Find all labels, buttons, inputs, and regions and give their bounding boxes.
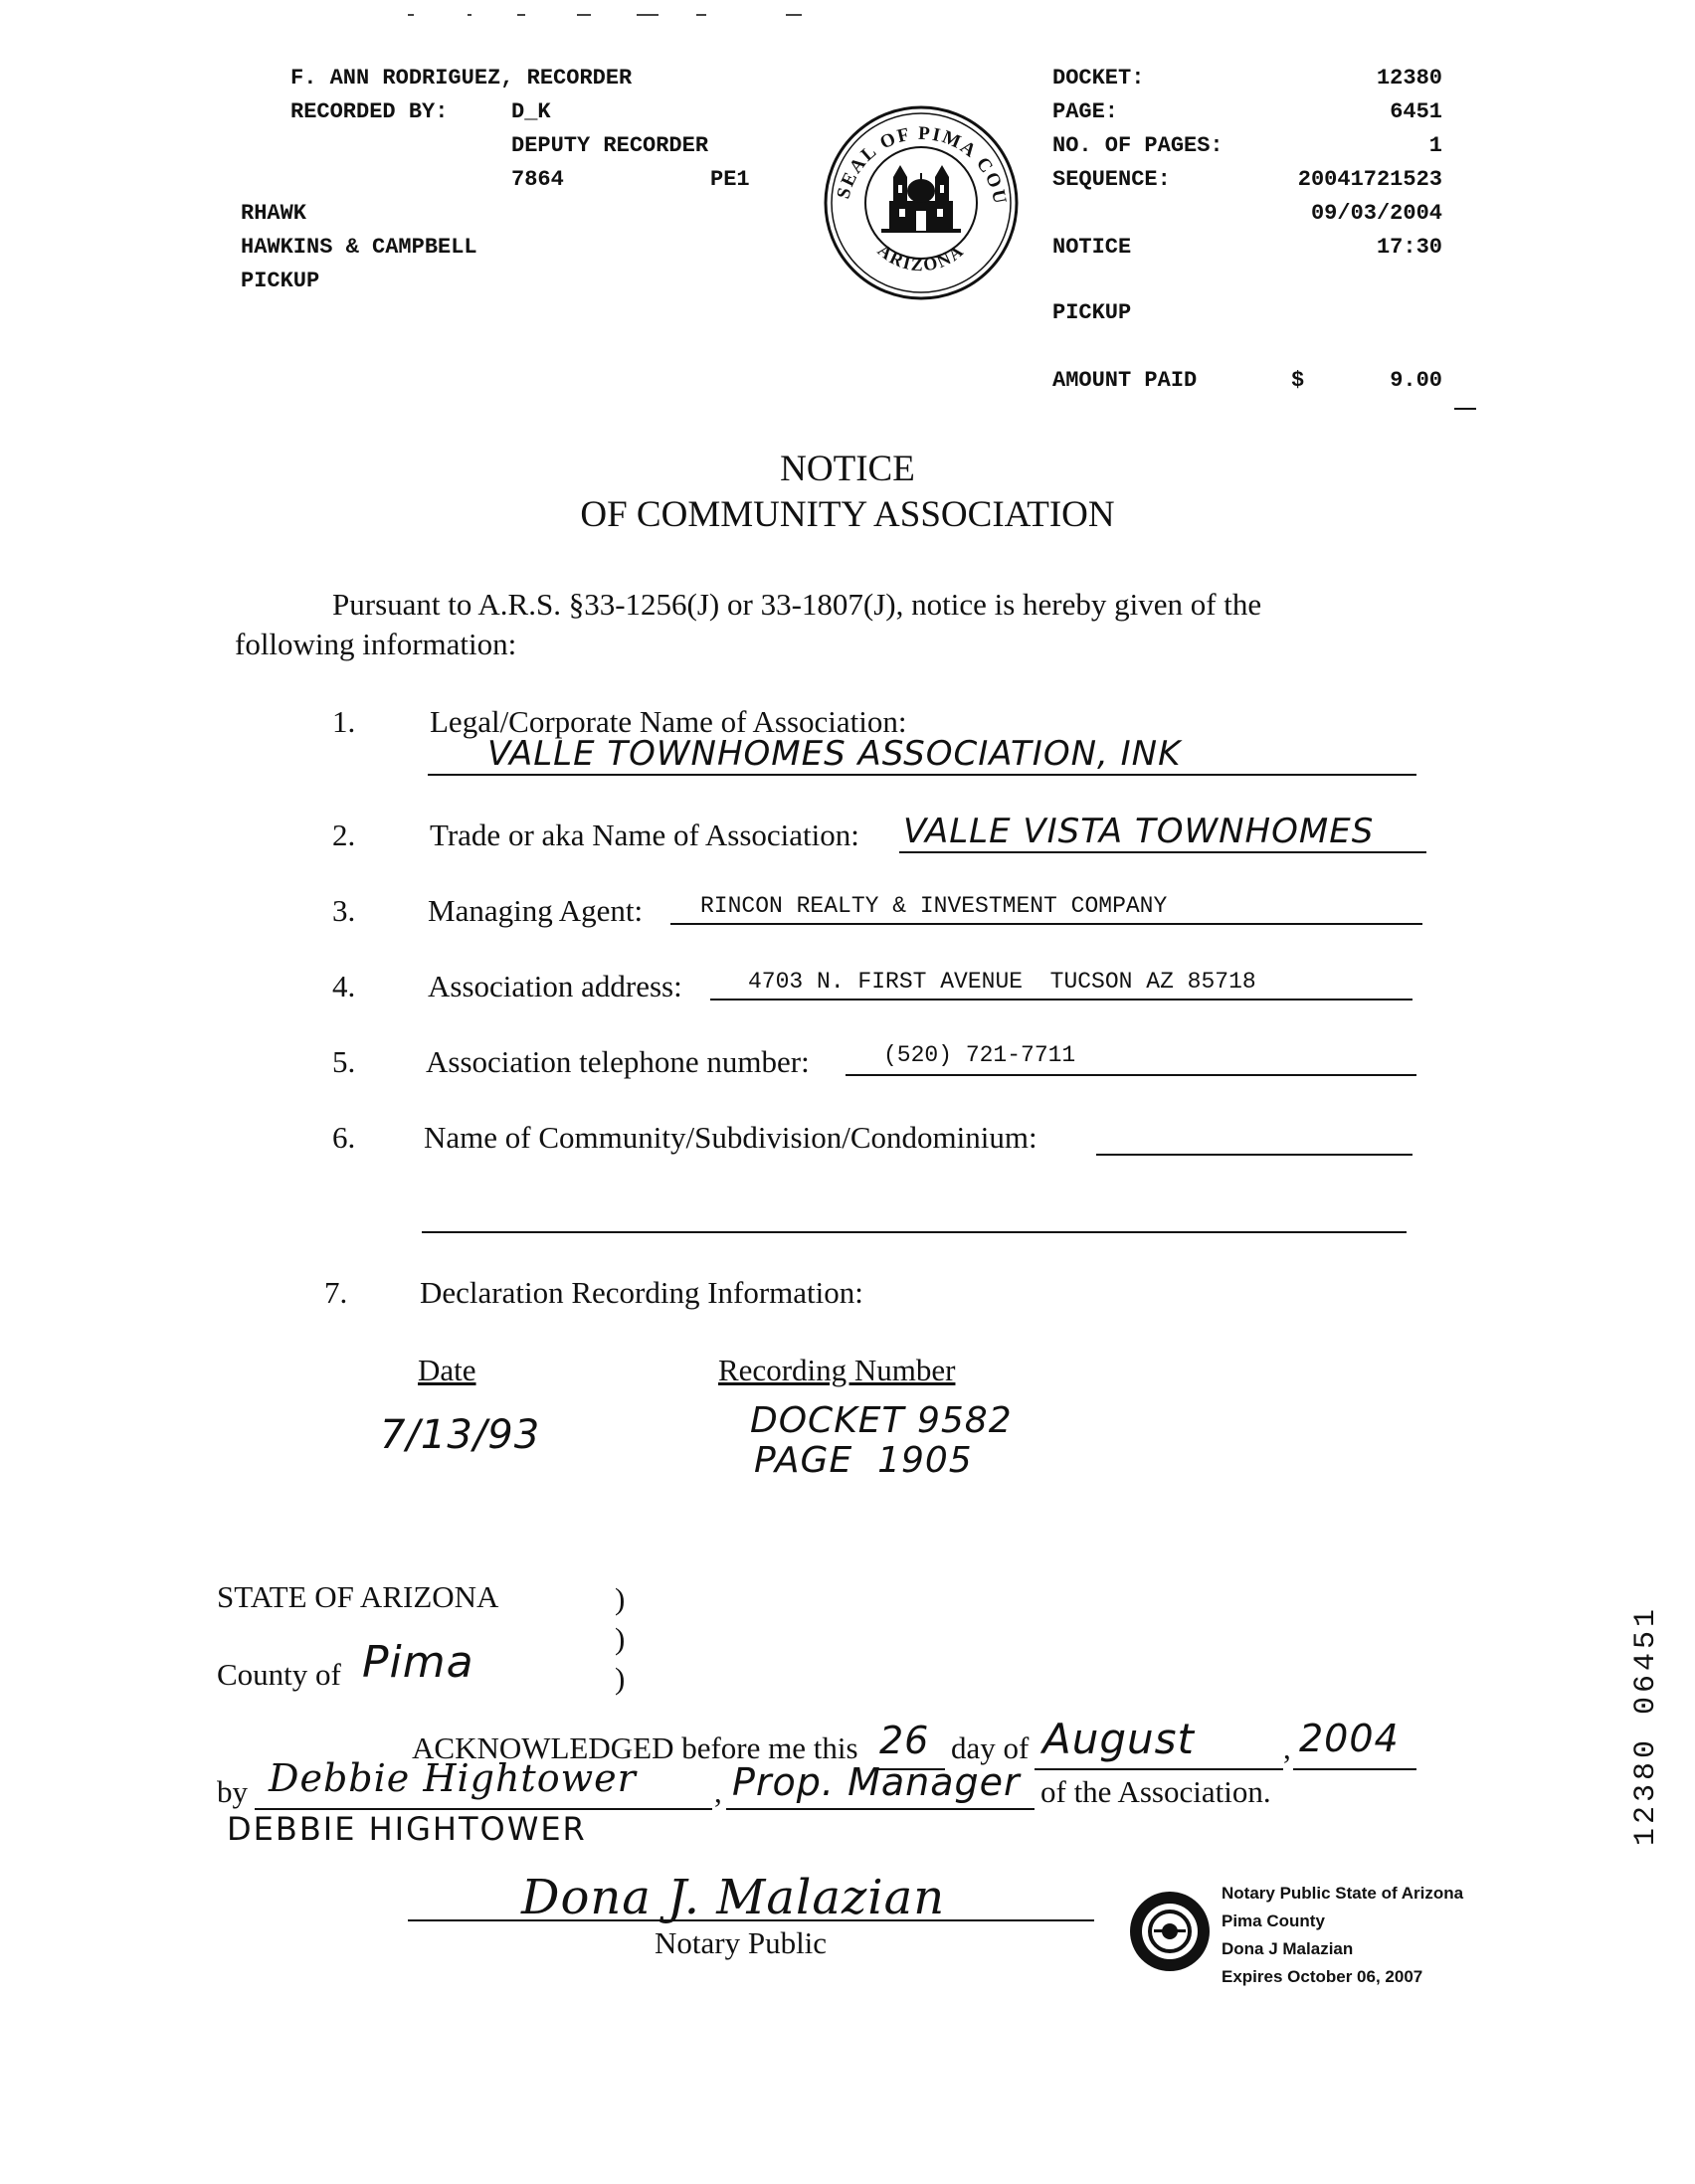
- paren: ): [615, 1661, 626, 1696]
- pages-value: 1: [1428, 133, 1442, 158]
- notary-seal: [1128, 1890, 1212, 1973]
- docket-label: DOCKET:: [1052, 66, 1145, 91]
- address-value: 4703 N. FIRST AVENUE TUCSON AZ 85718: [748, 969, 1256, 995]
- seal-icon: [822, 103, 1021, 302]
- recorder-name: F. ANN RODRIGUEZ, RECORDER: [290, 66, 633, 91]
- scan-speck: [408, 14, 414, 16]
- legal-name-value: VALLE TOWNHOMES ASSOCIATION, INK: [487, 734, 1182, 774]
- seal-bottom-text: ARIZONA: [873, 240, 969, 275]
- declaration-date-value: 7/13/93: [380, 1412, 541, 1458]
- document-title-line2: OF COMMUNITY ASSOCIATION: [580, 494, 1115, 535]
- managing-agent-label: Managing Agent:: [428, 893, 644, 928]
- ack-month-value: August: [1042, 1715, 1195, 1763]
- scan-speck: [786, 14, 802, 16]
- item-number: 5.: [332, 1044, 356, 1079]
- item-number: 6.: [332, 1120, 356, 1155]
- paren: ): [615, 1581, 626, 1616]
- trade-name-label: Trade or aka Name of Association:: [430, 818, 859, 852]
- state-label: STATE OF ARIZONA: [217, 1579, 499, 1614]
- recorded-date: 09/03/2004: [1310, 201, 1442, 226]
- ack-comma: ,: [1283, 1730, 1291, 1765]
- date-header: Date: [418, 1353, 476, 1387]
- arizona-seal-icon: [1128, 1890, 1212, 1973]
- scan-speck: [517, 14, 525, 16]
- currency-symbol: $: [1291, 368, 1305, 393]
- deputy-recorder-label: DEPUTY RECORDER: [511, 133, 709, 158]
- item-number: 2.: [332, 818, 356, 852]
- address-label: Association address:: [428, 969, 682, 1003]
- county-value: Pima: [362, 1637, 474, 1688]
- title-comma: ,: [714, 1774, 722, 1809]
- recorded-by-value: D_K: [511, 99, 551, 124]
- ack-text: ACKNOWLEDGED before me this: [412, 1730, 858, 1765]
- recording-number-line2: PAGE 1905: [754, 1440, 973, 1481]
- recording-number-header: Recording Number: [718, 1353, 956, 1387]
- notary-stamp-line1: Notary Public State of Arizona: [1222, 1884, 1464, 1903]
- ack-year-value: 2004: [1299, 1717, 1400, 1760]
- page-label: PAGE:: [1052, 99, 1119, 124]
- return-to-line: PICKUP: [241, 269, 320, 293]
- paren: ): [615, 1621, 626, 1656]
- ack-day-value: 26: [879, 1719, 930, 1762]
- managing-agent-value: RINCON REALTY & INVESTMENT COMPANY: [700, 893, 1168, 919]
- scan-speck: [468, 14, 471, 16]
- pickup-label: PICKUP: [1052, 300, 1132, 325]
- notary-stamp-line2: Pima County: [1222, 1911, 1325, 1930]
- return-to-line: HAWKINS & CAMPBELL: [241, 235, 477, 260]
- scan-speck: [577, 14, 591, 16]
- trade-name-value: VALLE VISTA TOWNHOMES: [903, 812, 1375, 851]
- item-number: 4.: [332, 969, 356, 1003]
- docket-value: 12380: [1376, 66, 1442, 91]
- page-value: 6451: [1390, 99, 1442, 124]
- notary-public-label: Notary Public: [655, 1925, 828, 1960]
- amount-paid-label: AMOUNT PAID: [1052, 368, 1198, 393]
- amount-paid-value: 9.00: [1390, 368, 1442, 393]
- of-association: of the Association.: [1040, 1774, 1271, 1809]
- margin-docket-page-number: 12380 06451: [1629, 1605, 1663, 1847]
- mark-dash: [1454, 408, 1476, 410]
- ack-day-of: day of: [951, 1730, 1030, 1765]
- return-to-line: RHAWK: [241, 201, 307, 226]
- deputy-id: 7864: [511, 167, 564, 192]
- sequence-label: SEQUENCE:: [1052, 167, 1171, 192]
- scan-speck: [637, 14, 659, 16]
- notice-label: NOTICE: [1052, 235, 1132, 260]
- intro-line2: following information:: [235, 627, 517, 661]
- telephone-label: Association telephone number:: [426, 1044, 810, 1079]
- recorded-time: 17:30: [1376, 235, 1442, 260]
- community-name-label: Name of Community/Subdivision/Condominium:: [424, 1120, 1037, 1155]
- item-number: 1.: [332, 704, 356, 739]
- document-title-line1: NOTICE: [780, 449, 915, 489]
- scan-speck: [696, 14, 706, 16]
- printed-signer-name: DEBBIE HIGHTOWER: [227, 1810, 587, 1848]
- signer-title-value: Prop. Manager: [732, 1760, 1021, 1804]
- pages-label: NO. OF PAGES:: [1052, 133, 1224, 158]
- by-label: by: [217, 1774, 248, 1809]
- notary-signature: Dona J. Malazian: [521, 1870, 946, 1925]
- legal-name-label: Legal/Corporate Name of Association:: [430, 704, 907, 739]
- item-number: 3.: [332, 893, 356, 928]
- sequence-value: 20041721523: [1297, 167, 1442, 192]
- recorded-by-label: RECORDED BY:: [290, 99, 449, 124]
- community-name-line: [1096, 1124, 1412, 1156]
- svg-text:ARIZONA: [874, 240, 969, 274]
- intro-line1: Pursuant to A.R.S. §33-1256(J) or 33-1807(J), notice is hereby given of the: [332, 587, 1262, 622]
- notary-stamp-line4: Expires October 06, 2007: [1222, 1967, 1423, 1986]
- pima-county-seal: [822, 103, 1021, 302]
- county-label: County of: [217, 1657, 341, 1692]
- recording-number-line1: DOCKET 9582: [750, 1400, 1013, 1441]
- seal-top-text: SEAL OF PIMA COU: [833, 122, 1011, 208]
- declaration-label: Declaration Recording Information:: [420, 1275, 863, 1310]
- telephone-value: (520) 721-7711: [883, 1042, 1076, 1068]
- item-number: 7.: [324, 1275, 348, 1310]
- by-signature: Debbie Hightower: [269, 1756, 637, 1800]
- deputy-code: PE1: [710, 167, 750, 192]
- community-name-line-2: [422, 1199, 1407, 1233]
- notary-stamp-line3: Dona J Malazian: [1222, 1939, 1354, 1958]
